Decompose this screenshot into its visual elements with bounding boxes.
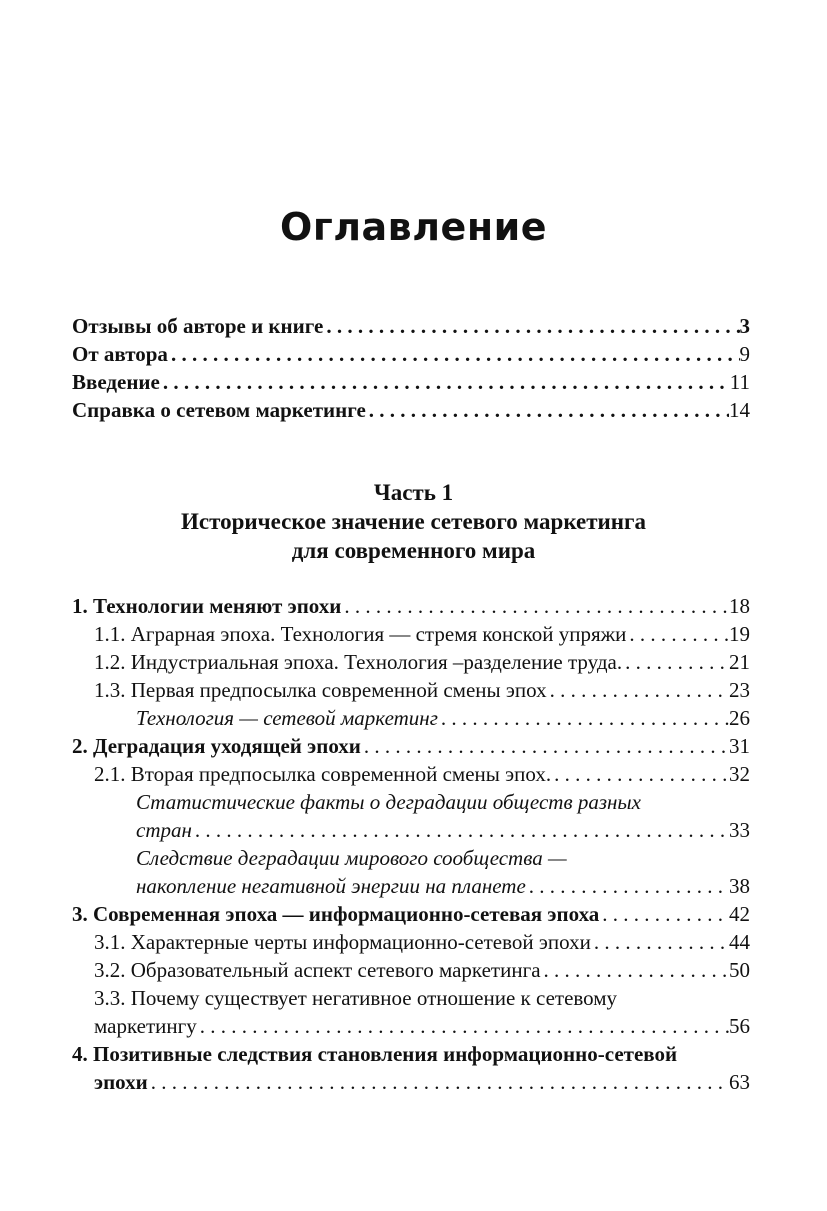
toc-entry-chapter-1[interactable] [72,592,750,620]
leader-dots [323,312,739,340]
toc-entry-chapter-4[interactable] [72,1068,750,1096]
toc-page-number: 3 [739,314,750,338]
leader-dots [148,1068,729,1096]
toc-entry-title-line-1: 3.3. Почему существует негативное отношение к сетевому [94,986,618,1010]
leader-dots [361,732,729,760]
leader-dots [526,872,729,900]
leader-dots [168,340,740,368]
toc-entry-chapter-2[interactable] [72,732,750,760]
leader-dots [591,928,729,956]
toc-entry-title: 2.1. Вторая предпосылка современной смены эпох. [94,762,552,786]
toc-entry-subsection[interactable] [72,704,750,732]
toc-entry-title: 1.3. Первая предпосылка современной смены эпох [94,678,547,702]
toc-page-number: 33 [729,818,750,842]
toc-entry-title: 3.2. Образовательный аспект сетевого маркетинга [94,958,541,982]
toc-page-number: 42 [729,902,750,926]
toc-entry-title: 3.1. Характерные черты информационно-сетевой эпохи [94,930,591,954]
toc-entry-section[interactable] [72,620,750,648]
leader-dots [197,1012,729,1040]
leader-dots [547,676,729,704]
toc-page-number: 44 [729,930,750,954]
toc-page-number: 26 [729,706,750,730]
toc-entry-title: эпохи [94,1070,148,1094]
leader-dots [438,704,729,732]
toc-entry-title: 1.1. Аграрная эпоха. Технология — стремя конской упряжи [94,622,627,646]
toc-entry-section[interactable] [72,760,750,788]
leader-dots [192,816,729,844]
toc-entry-title: 1. Технологии меняют эпохи [72,594,342,618]
toc-entry-subsection[interactable] [72,872,750,900]
toc-entry-title: 2. Деградация уходящей эпохи [72,734,361,758]
toc-page-number: 32 [729,762,750,786]
toc-page-number: 19 [729,622,750,646]
toc-entry-title: Технология — сетевой маркетинг [136,706,438,730]
toc-entry-title-line-1: Статистические факты о деградации обществ разных [136,790,641,814]
toc-page-number: 11 [729,370,750,394]
leader-dots [341,592,729,620]
front-matter-list [72,312,750,424]
part-title-line-1: Историческое значение сетевого маркетинга [181,509,646,534]
toc-entry-title: Введение [72,370,160,394]
toc-page-number: 38 [729,874,750,898]
toc-entry-subsection[interactable] [72,816,750,844]
part-label: Часть 1 [373,480,454,505]
leader-dots [599,900,729,928]
toc-entry[interactable] [72,340,750,368]
toc-page-number: 63 [729,1070,750,1094]
toc-entry-title: стран [136,818,192,842]
toc-entry-title: Справка о сетевом маркетинге [72,398,366,422]
chapter-list [72,592,750,1096]
toc-entry-chapter-3[interactable] [72,900,750,928]
toc-entry-section[interactable] [72,928,750,956]
toc-page-number: 21 [729,650,750,674]
toc-page-number: 18 [729,594,750,618]
toc-page-number: 23 [729,678,750,702]
page-title: Оглавление [280,205,547,249]
toc-entry-title: накопление негативной энергии на планете [136,874,526,898]
toc-entry-section[interactable] [72,956,750,984]
toc-entry-title: Отзывы об авторе и книге [72,314,324,338]
toc-entry[interactable] [72,312,750,340]
leader-dots [626,620,729,648]
toc-page-number: 56 [729,1014,750,1038]
toc-entry-section[interactable] [72,676,750,704]
toc-page-number: 9 [739,342,750,366]
toc-entry[interactable] [72,396,750,424]
leader-dots [160,368,730,396]
toc-entry-title-line-1: 4. Позитивные следствия становления информационно-сетевой [72,1042,678,1066]
toc-entry-title: 3. Современная эпоха — информационно-сетевая эпоха [72,902,600,926]
toc-entry-title: От автора [72,342,168,366]
leader-dots [551,760,729,788]
toc-entry-section[interactable] [72,648,750,676]
leader-dots [366,396,729,424]
toc-entry-section[interactable] [72,1012,750,1040]
toc-entry-title: 1.2. Индустриальная эпоха. Технология –разделение труда. [94,650,623,674]
part-title-line-2: для современного мира [291,538,536,563]
leader-dots [622,648,729,676]
leader-dots [541,956,729,984]
toc-page-number: 50 [729,958,750,982]
toc-page-number: 31 [729,734,750,758]
toc-entry-title-line-1: Следствие деградации мирового сообщества — [136,846,567,870]
toc-entry-title: маркетингу [94,1014,197,1038]
toc-entry[interactable] [72,368,750,396]
toc-page-number: 14 [729,398,750,422]
